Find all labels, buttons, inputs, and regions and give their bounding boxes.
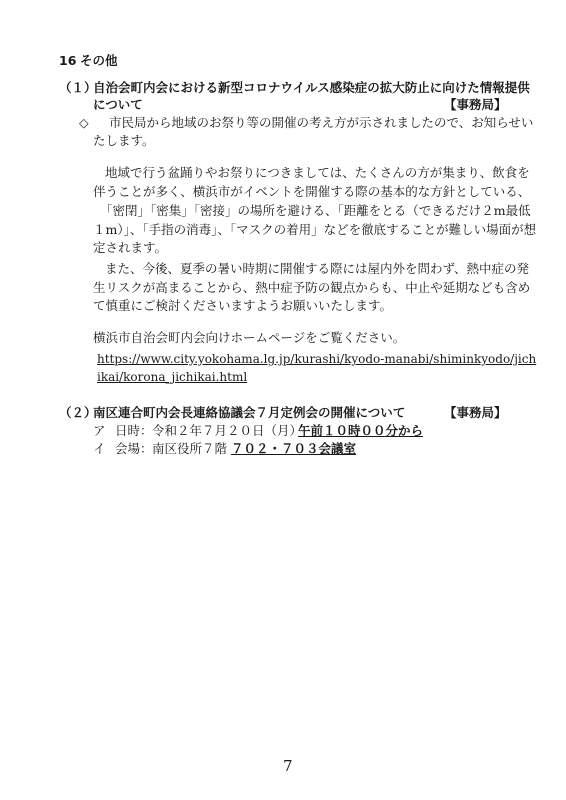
item2-title: 南区連合町内会長連絡協議会７月定例会の開催について (93, 405, 406, 420)
item2-a-label: ア (93, 423, 106, 438)
section-title: その他 (80, 53, 118, 68)
item1-intro-line1: 市民局から地域のお祭り等の開催の考え方が示されましたので、お知らせい (109, 115, 534, 130)
item2-b-value: 南区役所７階 (152, 441, 228, 456)
item2-a-time: 午前１０時００分から (298, 423, 424, 438)
item1-title-line1: 自治会町内会における新型コロナウイルス感染症の拡大防止に向けた情報提供 (93, 80, 530, 95)
homepage-url-line1[interactable]: https://www.city.yokohama.lg.jp/kurashi/kyodo-manabi/shiminkyodo/jich (97, 352, 537, 366)
page-number: 7 (283, 757, 293, 775)
item1-number: （１） (59, 80, 97, 95)
item1-para1-line5: 定されます。 (93, 240, 168, 255)
item1-para1-line2: 伴うことが多く、横浜市がイベントを開催する際の基本的な方針としている、 (93, 184, 531, 199)
item1-intro-line2: たします。 (93, 133, 155, 148)
item1-para1-line4: １m）」、「手指の消毒」、「マスクの着用」などを徹底することが難しい場面が想 (93, 222, 537, 237)
item1-para1-line1: 地域で行う盆踊りやお祭りにつきましては、たくさんの方が集まり、飲食を (105, 165, 530, 180)
item2-a-key: 日時： (115, 423, 153, 438)
item2-a-value: 令和２年７月２０日（月） (152, 423, 303, 438)
item2-b-room: ７０２・７０３会議室 (231, 441, 357, 456)
bullet-diamond-icon: ◇ (79, 115, 89, 130)
item1-tag: 【事務局】 (444, 97, 507, 112)
item1-title-line2: について (93, 97, 143, 112)
item1-para1-line3: 「密閉」「密集」「密接」の場所を避ける、「距離をとる（できるだけ２m最低 (100, 203, 531, 218)
item2-b-key: 会場： (115, 441, 153, 456)
homepage-label: 横浜市自治会町内会向けホームページをご覧ください。 (93, 330, 406, 345)
item1-para2-line3: て慎重にご検討くださいますようお願いいたします。 (93, 298, 393, 313)
item2-b-label: イ (93, 441, 106, 456)
section-number: 16 (59, 53, 77, 68)
item2-number: （２） (59, 405, 97, 420)
item1-para2-line1: また、今後、夏季の暑い時期に開催する際には屋内外を問わず、熱中症の発 (105, 261, 530, 276)
item2-tag: 【事務局】 (444, 405, 507, 420)
item1-para2-line2: 生リスクが高まることから、熱中症予防の観点からも、中止や延期なども含め (93, 280, 531, 295)
homepage-url-line2[interactable]: ikai/korona_jichikai.html (97, 370, 248, 384)
